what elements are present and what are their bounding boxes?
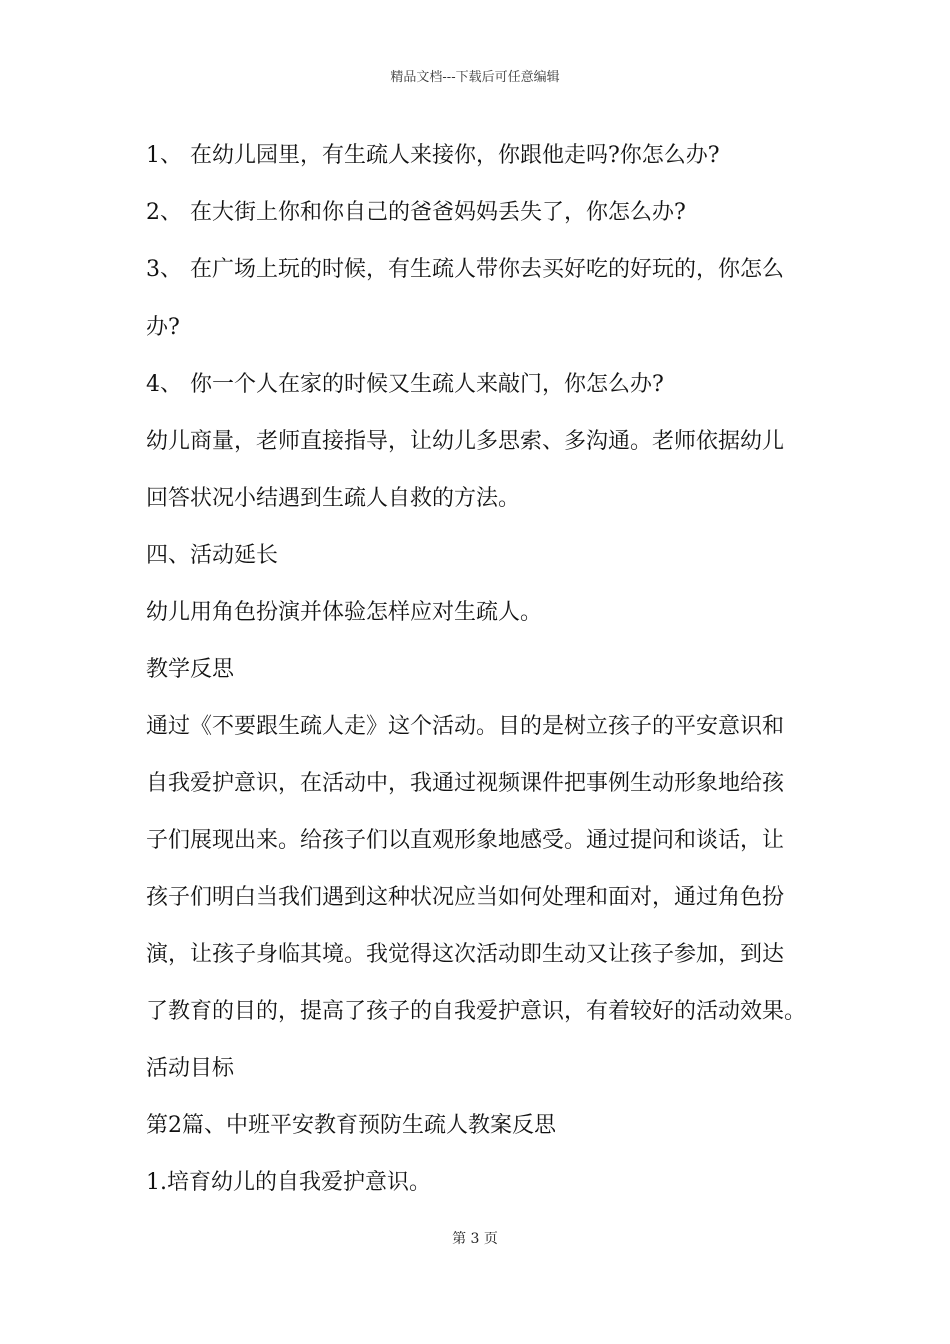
question-item-3 xyxy=(146,252,784,283)
question-number: 2、 xyxy=(146,200,182,225)
question-item-2 xyxy=(146,195,686,226)
question-item-4 xyxy=(146,367,664,398)
paragraph-line: 幼儿商量，老师直接指导，让幼儿多思索、多沟通。老师依据幼儿 xyxy=(146,429,785,454)
question-item-1 xyxy=(146,138,720,169)
paragraph-line: 幼儿用角色扮演并体验怎样应对生疏人。 xyxy=(146,600,543,625)
section-heading: 第2篇、中班平安教育预防生疏人教案反思 xyxy=(146,1113,556,1138)
paragraph-line: 通过《不要跟生疏人走》这个活动。目的是树立孩子的平安意识和 xyxy=(146,714,785,739)
paragraph-line: 1.培育幼儿的自我爱护意识。 xyxy=(146,1170,431,1195)
question-item-3-continued xyxy=(146,310,180,341)
question-number: 1、 xyxy=(146,143,182,168)
page-number: 第 3 页 xyxy=(452,1231,498,1247)
paragraph-line: 自我爱护意识，在活动中，我通过视频课件把事例生动形象地给孩 xyxy=(146,771,785,796)
question-text: 在大街上你和你自己的爸爸妈妈丢失了，你怎么办? xyxy=(190,200,686,225)
section-heading: 活动目标 xyxy=(146,1056,235,1081)
page-header: 精品文档---下载后可任意编辑 xyxy=(390,70,560,85)
question-text: 你一个人在家的时候又生疏人来敲门，你怎么办? xyxy=(190,372,664,397)
section-heading: 教学反思 xyxy=(146,657,235,682)
question-number: 4、 xyxy=(146,372,182,397)
question-text: 在广场上玩的时候，有生疏人带你去买好吃的好玩的，你怎么 xyxy=(190,257,785,282)
paragraph-line: 子们展现出来。给孩子们以直观形象地感受。通过提问和谈话，让 xyxy=(146,828,785,853)
question-number: 3、 xyxy=(146,257,182,282)
section-heading: 四、活动延长 xyxy=(146,543,279,568)
question-text: 在幼儿园里，有生疏人来接你，你跟他走吗?你怎么办? xyxy=(190,143,720,168)
paragraph-line: 孩子们明白当我们遇到这种状况应当如何处理和面对，通过角色扮 xyxy=(146,885,785,910)
paragraph-line: 回答状况小结遇到生疏人自救的方法。 xyxy=(146,486,521,511)
paragraph-line: 了教育的目的，提高了孩子的自我爱护意识，有着较好的活动效果。 xyxy=(146,999,807,1024)
question-text: 办? xyxy=(146,315,180,340)
paragraph-line: 演，让孩子身临其境。我觉得这次活动即生动又让孩子参加，到达 xyxy=(146,942,785,967)
